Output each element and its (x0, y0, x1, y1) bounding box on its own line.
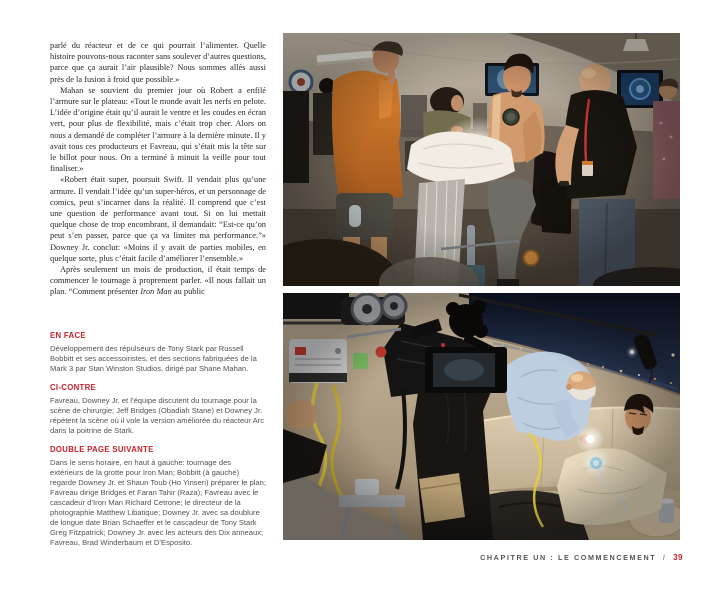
article-paragraph-4 (50, 264, 266, 298)
caption-column (50, 331, 266, 548)
article-paragraph-2: Mahan se souvient du premier jour où Robert a enfilé l’armure sur le plateau: «Tout le monde avait les nerfs en pelote. L’idée d’origine était qu’il aurait le ventre et les coudes en écran vert, pour plus de flexibilité, mais c’était trop cher. Alors on nous a demandé de compléter l’armure à la dernière minute. Il y avait tous ces producteurs et Favreau, qui s’était mis la tête sur le billot pour nous. On a terminé à minuit la veille pour tout finaliser.» (50, 85, 266, 174)
caption-heading-ci-contre: CI-CONTRE (50, 383, 97, 392)
photo-surgery-scene-discussion (283, 33, 680, 286)
page-number: 39 (673, 553, 683, 562)
photo-bottom-illustration (283, 293, 680, 540)
caption-heading-double-page-suivante: DOUBLE PAGE SUIVANTE (50, 445, 154, 454)
chapter-title: CHAPITRE UN : LE COMMENCEMENT (480, 553, 657, 562)
caption-text-en-face: Développement des répulseurs de Tony Stark par Russell Bobbitt et ses accessoiristes, et des sections fabriquées de la Mark 3 par Stan Winston Studios, dirigé par Shane Mahan. (50, 344, 257, 373)
photo-bridges-downey-rehearsal (283, 293, 680, 540)
caption-text-ci-contre: Favreau, Downey Jr. et l’équipe discutent du tournage pour la scène de chirurgie; Jeff Bridges (Obadiah Stane) et Downey Jr. répètent la scène où il vole la version améliorée du réacteur Arc dans la poitrine de Stark. (50, 396, 265, 435)
article-text-column (50, 40, 266, 331)
footer-separator: / (662, 553, 667, 562)
caption-heading-en-face: EN FACE (50, 331, 86, 340)
page-footer (480, 553, 683, 562)
movie-title-italic: Iron Man (140, 287, 172, 297)
article-paragraph-3: «Robert était super, poursuit Swift. Il vendait plus qu’une armure. Il vendait l’idée qu’un super-héros, et un personnage de comics, peut s’incarner dans la réalité. Il comprend que c’est une question de performance avant tout. Si on lui mettait quelque chose de trop encombrant, il demandait: “Est-ce qu’on peut s’en passer, parce que ça va limiter ma performance.”» Downey Jr. conclut: «Moins il y avait de parties mobiles, en quelque sorte, plus c’était facile d’améliorer l’ensemble.» (50, 175, 266, 263)
caption-text-double-page-suivante: Dans le sens horaire, en haut à gauche: tournage des extérieurs de la grotte pour Iron Man; Bobbitt (à gauche) regarde Downey Jr. et Shaun Toub (Ho Yinsen) préparer le plan; Favreau dirige Bridges et Faran Tahir (Raza); Favreau avec le cascadeur d’Iron Man Richard Cetrone; le directeur de la photographie Matthew Libatique; Downey Jr. avec sa doublure de longue date Brian Schaeffer et le cascadeur de Tony Stark Greg Fitzpatrick; Downey Jr. avec les acteurs des Dix anneaux; Favreau, Brad Winderbaum et D’Esposito. (50, 458, 266, 547)
photo-top-illustration (283, 33, 680, 286)
paragraph-4-text: Après seulement un mois de production, il était temps de commencer le tournage à proprement parler. «Il nous fallait un plan. “Comment présenter (50, 265, 266, 297)
paragraph-4-text-end: au public (171, 287, 205, 297)
article-paragraph-1: parlé du réacteur et de ce qui pourrait l’alimenter. Quelle histoire pouvons-nous raconter sans soulever d’autres questions, parce que ça aurait l’air plausible? Nous sommes allés aussi près de la fusion à froid que possible.» (50, 41, 266, 84)
